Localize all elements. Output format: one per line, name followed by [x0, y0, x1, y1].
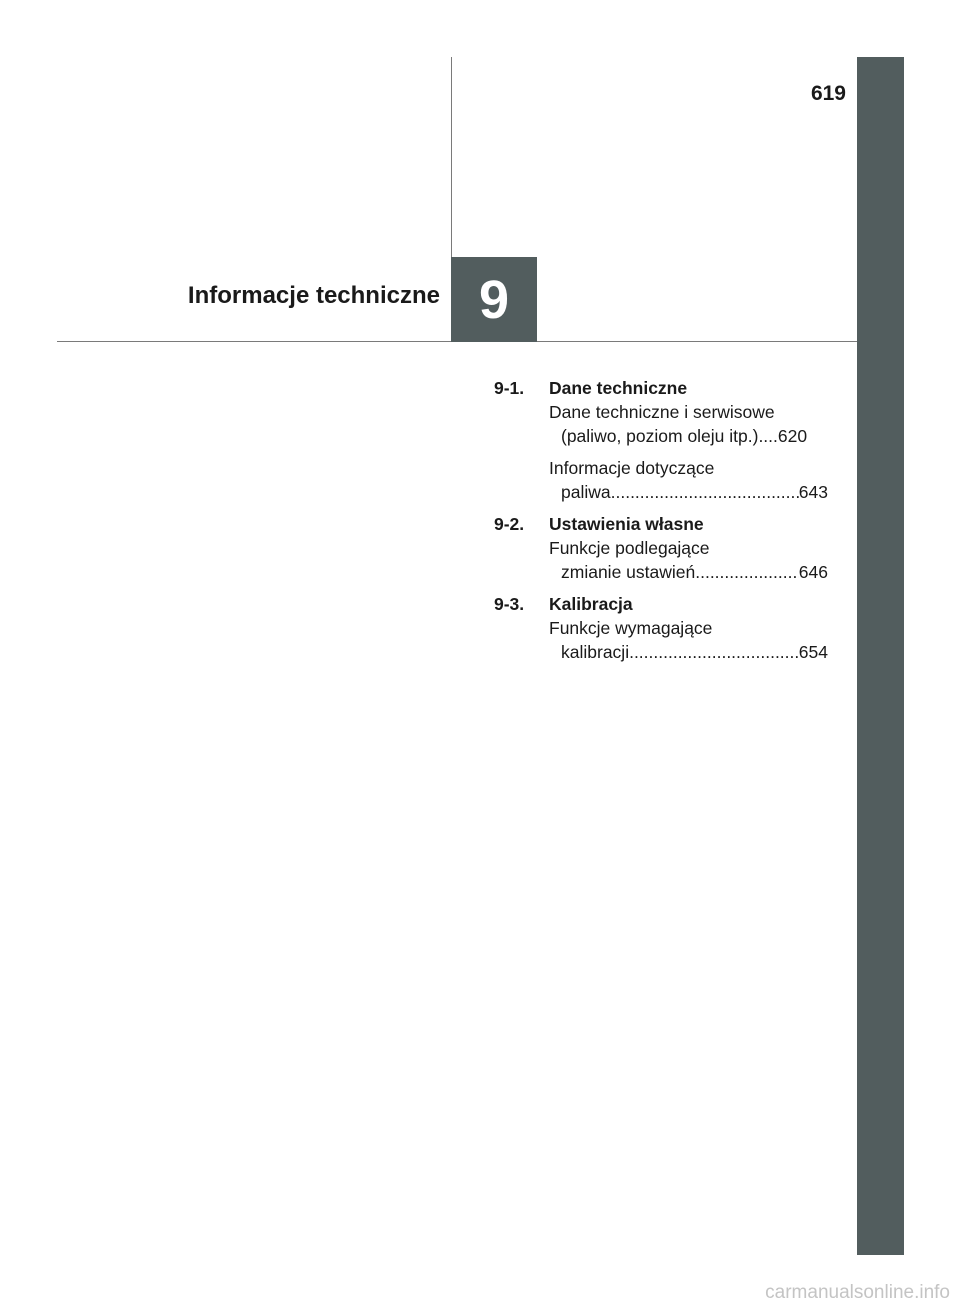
dot-leader: [695, 560, 799, 584]
toc-entry[interactable]: [549, 616, 828, 664]
toc-entry-subtitle: zmianie ustawień: [561, 562, 696, 582]
toc-entry-page: 646: [798, 562, 828, 582]
toc-section: [494, 376, 828, 400]
toc-entry-page: 620: [777, 426, 808, 446]
toc-section: [494, 592, 828, 616]
vertical-rule: [451, 57, 452, 257]
toc-entry-title: Funkcje podlegające: [549, 538, 710, 558]
toc-section-title: Ustawienia własne: [549, 514, 704, 534]
toc-entry[interactable]: [549, 456, 828, 504]
table-of-contents: [494, 376, 828, 672]
chapter-side-tab: [857, 57, 904, 1255]
toc-section: [494, 512, 828, 536]
chapter-title: Informacje techniczne: [187, 282, 440, 309]
toc-entry[interactable]: [549, 400, 828, 448]
chapter-number-box: 9: [451, 257, 537, 342]
toc-entry-page: 643: [798, 482, 828, 502]
watermark: carmanualsonline.info: [765, 1282, 950, 1303]
toc-entry-title: Funkcje wymagające: [549, 618, 713, 638]
page-number: 619: [810, 82, 846, 105]
dot-leader: [629, 640, 799, 664]
toc-entry[interactable]: [549, 536, 828, 584]
toc-entry-title: Dane techniczne i serwisowe: [549, 402, 775, 422]
toc-section-title: Dane techniczne: [549, 378, 688, 398]
toc-entry-subtitle: kalibracji: [561, 642, 630, 662]
toc-section-title: Kalibracja: [549, 594, 633, 614]
dot-leader: [611, 480, 799, 504]
toc-section-number: 9-3.: [494, 594, 525, 614]
toc-entry-page: 654: [798, 642, 828, 662]
toc-entry-subtitle: paliwa: [561, 482, 611, 502]
toc-section-number: 9-1.: [494, 378, 525, 398]
toc-entry-subtitle: (paliwo, poziom oleju itp.)....: [561, 426, 778, 446]
toc-entry-title: Informacje dotyczące: [549, 458, 715, 478]
toc-section-number: 9-2.: [494, 514, 525, 534]
